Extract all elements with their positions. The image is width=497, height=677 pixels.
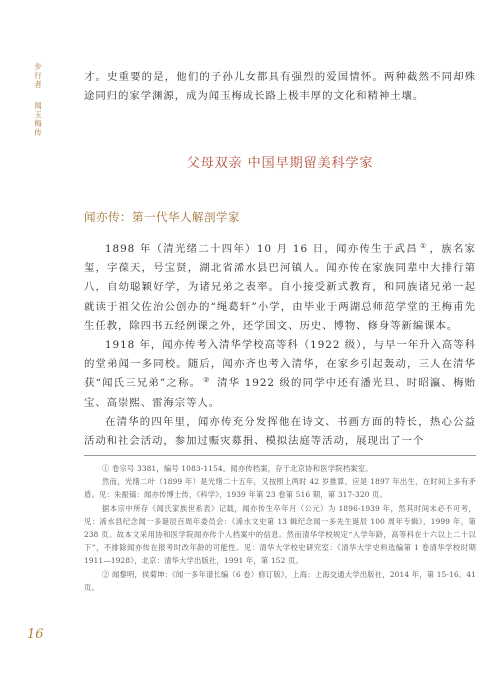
paragraph-text: 清华 1922 级的同学中还有潘光旦、时昭瀛、梅贻宝、高崇熙、雷海宗等人。 <box>84 377 476 409</box>
footnote-divider <box>84 455 476 456</box>
footnote-marker: ② <box>203 375 211 384</box>
sidebar-char: 梅 <box>34 119 42 128</box>
chapter-title: 父母双亲 中国早期留美科学家 <box>186 156 374 171</box>
footnote: ② 闻黎明，侯菊坤：《闻一多年谱长编（6 卷）修订版》，上海：上海交通大学出版社，2014 年，第 15-16、41 页。 <box>84 569 476 592</box>
paragraph-3 <box>84 413 476 451</box>
top-text-block <box>84 68 476 106</box>
paragraph-2 <box>84 336 476 413</box>
sidebar-char: 玉 <box>34 110 42 119</box>
book-subtitle <box>27 101 49 137</box>
paragraph-text: ，族名家玺，字葆天，号宝贤，湖北省浠水县巴河镇人。闻亦传在家族同辈中大排行第八，自幼聪颖好学，为诸兄弟之表率。自小接受新式教育，和同族诸兄弟一起就读于祖父佐治公创办的“绳葛轩”小学，由毕业于两湖总师范学堂的王梅甫先生任教，除四书五经例课之外，还学国文、历史、博物、修身等新编课本。 <box>84 243 476 332</box>
footnote: 据本宗中所存《闻氏家族世系表》记载，闻亦传生卒年月（公元）为 1896-1939 年，然其时间未必不可考，见：浠水县纪念闻一多诞辰百周年委员会：《浠水文史第 13 辑纪念闻一多先生诞辰 100 周年专辑》，1999 年，第 238 页。故本文采用协和医学院闻亦传个人档案中的信息。然而清华学校规定“入学年龄，高等科在十六以上二十以下”，不排除闻亦传在报考时改年龄的可能性。见：清华大学校史研究室：《清华大学史料选编第 1 卷清华学校时期 1911—1928》，北京：清华大学出版社，1991 年，第 152 页。 <box>84 503 476 566</box>
paragraph-text: 在清华的四年里，闻亦传充分发挥他在诗文、书画方面的特长，热心公益活动和社会活动，参加过赈灾募捐、模拟法庭等活动，展现出了一个 <box>84 415 476 448</box>
paragraph-text: 1918 年，闻亦传考入清华学校高等科（1922 级），与早一年升入高等科的堂弟闻一多同校。随后，闻亦齐也考入清华，在家乡引起轰动，三人在清华获“闻氏三兄弟”之称。 <box>84 339 476 390</box>
sidebar-char: 者 <box>34 80 42 89</box>
running-header-vertical <box>27 62 49 137</box>
sidebar-char: 传 <box>34 128 42 137</box>
paragraph-text: 1898 年（清光绪二十四年）10 月 16 日，闻亦传生于武昌 <box>105 243 418 255</box>
book-title <box>27 62 49 89</box>
sidebar-char: 闻 <box>34 101 42 110</box>
top-paragraph: 才。史重要的是，他们的子孙儿女都具有强烈的爱国情怀。两种截然不同却殊途同归的家学渊源，成为闻玉梅成长路上极丰厚的文化和精神土壤。 <box>84 71 476 103</box>
page-number: 16 <box>27 627 44 642</box>
main-text-block <box>84 240 476 451</box>
sidebar-char: 行 <box>34 71 42 80</box>
footnote: 然而，光绪二叶（1899 年）是光绪二十五年，又按照上两时 42 岁推算，应是 1897 年出生，在时间上多有矛盾。见：朱振镐：闻亦传博士传，《科学》，1939 年第 23 卷第 516 期，第 317-320 页。 <box>84 477 476 500</box>
footnote-marker: ① <box>419 241 428 250</box>
footnote: ① 卷宗号 3381，编号 1083-1154。闻亦传档案，存于北京协和医学院档案室。 <box>102 464 373 473</box>
paragraph-1 <box>84 240 476 336</box>
footnotes <box>84 462 476 594</box>
sidebar-char: 步 <box>34 62 42 71</box>
section-title: 闻亦传：第一代华人解剖学家 <box>84 210 240 224</box>
